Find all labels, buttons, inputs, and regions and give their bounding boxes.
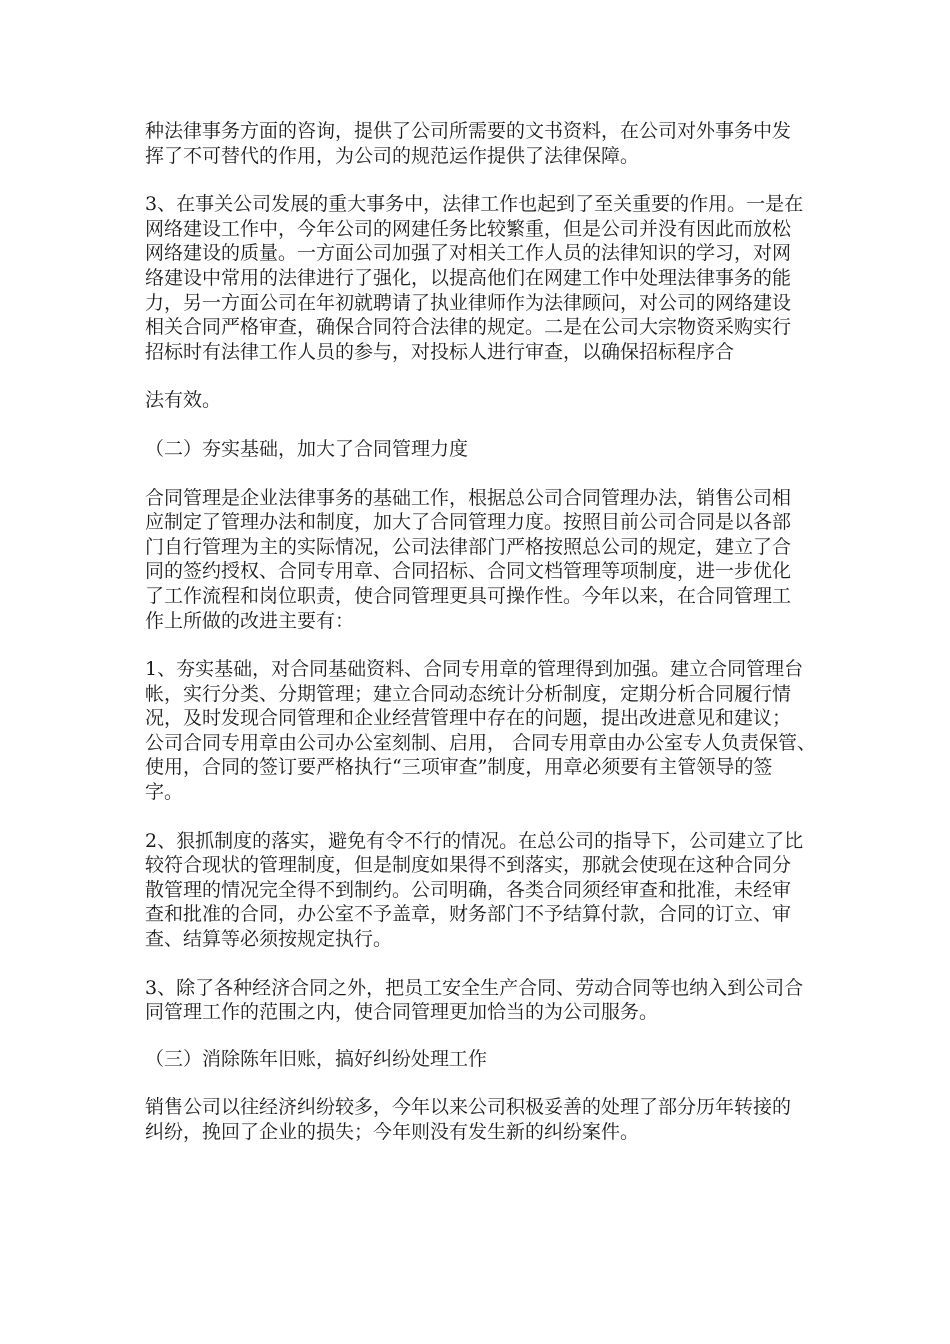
text-line: 挥了不可替代的作用，为公司的规范运作提供了法律保障。	[145, 144, 640, 167]
text-line: 同的签约授权、合同专用章、合同招标、合同文档管理等项制度，进一步优化	[145, 560, 792, 583]
text-line: 2、狠抓制度的落实，避免有令不行的情况。在总公司的指导下，公司建立了比	[145, 829, 804, 852]
text-line: 络建设中常用的法律进行了强化，以提高他们在网建工作中处理法律事务的能	[145, 266, 792, 289]
heading-text: （二）夯实基础，加大了合同管理力度	[145, 437, 469, 460]
text-line: 网络建设工作中，今年公司的网建任务比较繁重，但是公司并没有因此而放松	[145, 217, 792, 240]
text-line: 公司合同专用章由公司办公室刻制、启用， 合同专用章由办公室专人负责保管、	[145, 731, 817, 754]
text-line: 查和批准的合同，办公室不予盖章，财务部门不予结算付款，合同的订立、审	[145, 903, 792, 926]
paragraph-item-1	[145, 657, 815, 805]
section-heading-contract-management	[145, 437, 815, 462]
paragraph-item-3	[145, 976, 815, 1025]
paragraph-contract-management	[145, 486, 815, 634]
text-line: 应制定了管理办法和制度，加大了合同管理力度。按照目前公司合同是以各部	[145, 511, 792, 534]
text-line: 纠纷，挽回了企业的损失；今年则没有发生新的纠纷案件。	[145, 1121, 640, 1143]
text-line: 散管理的情况完全得不到制约。公司明确，各类合同须经审查和批准，未经审	[145, 878, 792, 901]
text-line: 招标时有法律工作人员的参与，对投标人进行审查，以确保招标程序合	[145, 340, 735, 363]
text-line: 同管理工作的范围之内，使合同管理更加恰当的为公司服务。	[145, 1001, 659, 1024]
heading-text: （三）消除陈年旧账，搞好纠纷处理工作	[145, 1047, 488, 1070]
text-line: 字。	[145, 781, 184, 804]
paragraph-item-2	[145, 829, 815, 952]
text-line: 查、结算等必须按规定执行。	[145, 928, 393, 951]
paragraph-legal-consulting	[145, 119, 815, 168]
paragraph-continuation	[145, 388, 815, 413]
text-line: 作上所做的改进主要有：	[145, 609, 355, 632]
text-line: 门自行管理为主的实际情况，公司法律部门严格按照总公司的规定，建立了合	[145, 535, 792, 558]
text-line: 3、在事关公司发展的重大事务中，法律工作也起到了至关重要的作用。一是在	[145, 193, 804, 216]
text-line: 种法律事务方面的咨询，提供了公司所需要的文书资料，在公司对外事务中发	[145, 120, 792, 142]
paragraph-major-affairs	[145, 192, 815, 364]
text-line: 合同管理是企业法律事务的基础工作，根据总公司合同管理办法，销售公司相	[145, 486, 792, 509]
text-line: 3、除了各种经济合同之外，把员工安全生产合同、劳动合同等也纳入到公司合	[145, 976, 804, 999]
text-line: 网络建设的质量。一方面公司加强了对相关工作人员的法律知识的学习，对网	[145, 242, 792, 265]
text-line: 力，另一方面公司在年初就聘请了执业律师作为法律顾问，对公司的网络建设	[145, 291, 792, 314]
text-line: 况，及时发现合同管理和企业经营管理中存在的问题，提出改进意见和建议；	[145, 707, 792, 730]
text-line: 帐，实行分类、分期管理；建立合同动态统计分析制度，定期分析合同履行情	[145, 682, 792, 705]
text-line: 较符合现状的管理制度，但是制度如果得不到落实，那就会使现在这种合同分	[145, 854, 792, 877]
text-line: 相关合同严格审查，确保合同符合法律的规定。二是在公司大宗物资采购实行	[145, 316, 792, 339]
text-line: 法有效。	[145, 389, 222, 412]
text-line: 1、夯实基础，对合同基础资料、合同专用章的管理得到加强。建立合同管理台	[145, 658, 804, 681]
section-heading-disputes	[145, 1047, 815, 1072]
text-line: 了工作流程和岗位职责，使合同管理更具可操作性。今年以来，在合同管理工	[145, 584, 792, 607]
text-line: 使用，合同的签订要严格执行“三项审查”制度，用章必须要有主管领导的签	[145, 756, 773, 779]
paragraph-disputes	[145, 1095, 815, 1144]
text-line: 销售公司以往经济纠纷较多，今年以来公司积极妥善的处理了部分历年转接的	[145, 1096, 792, 1119]
document-page	[145, 119, 815, 1145]
